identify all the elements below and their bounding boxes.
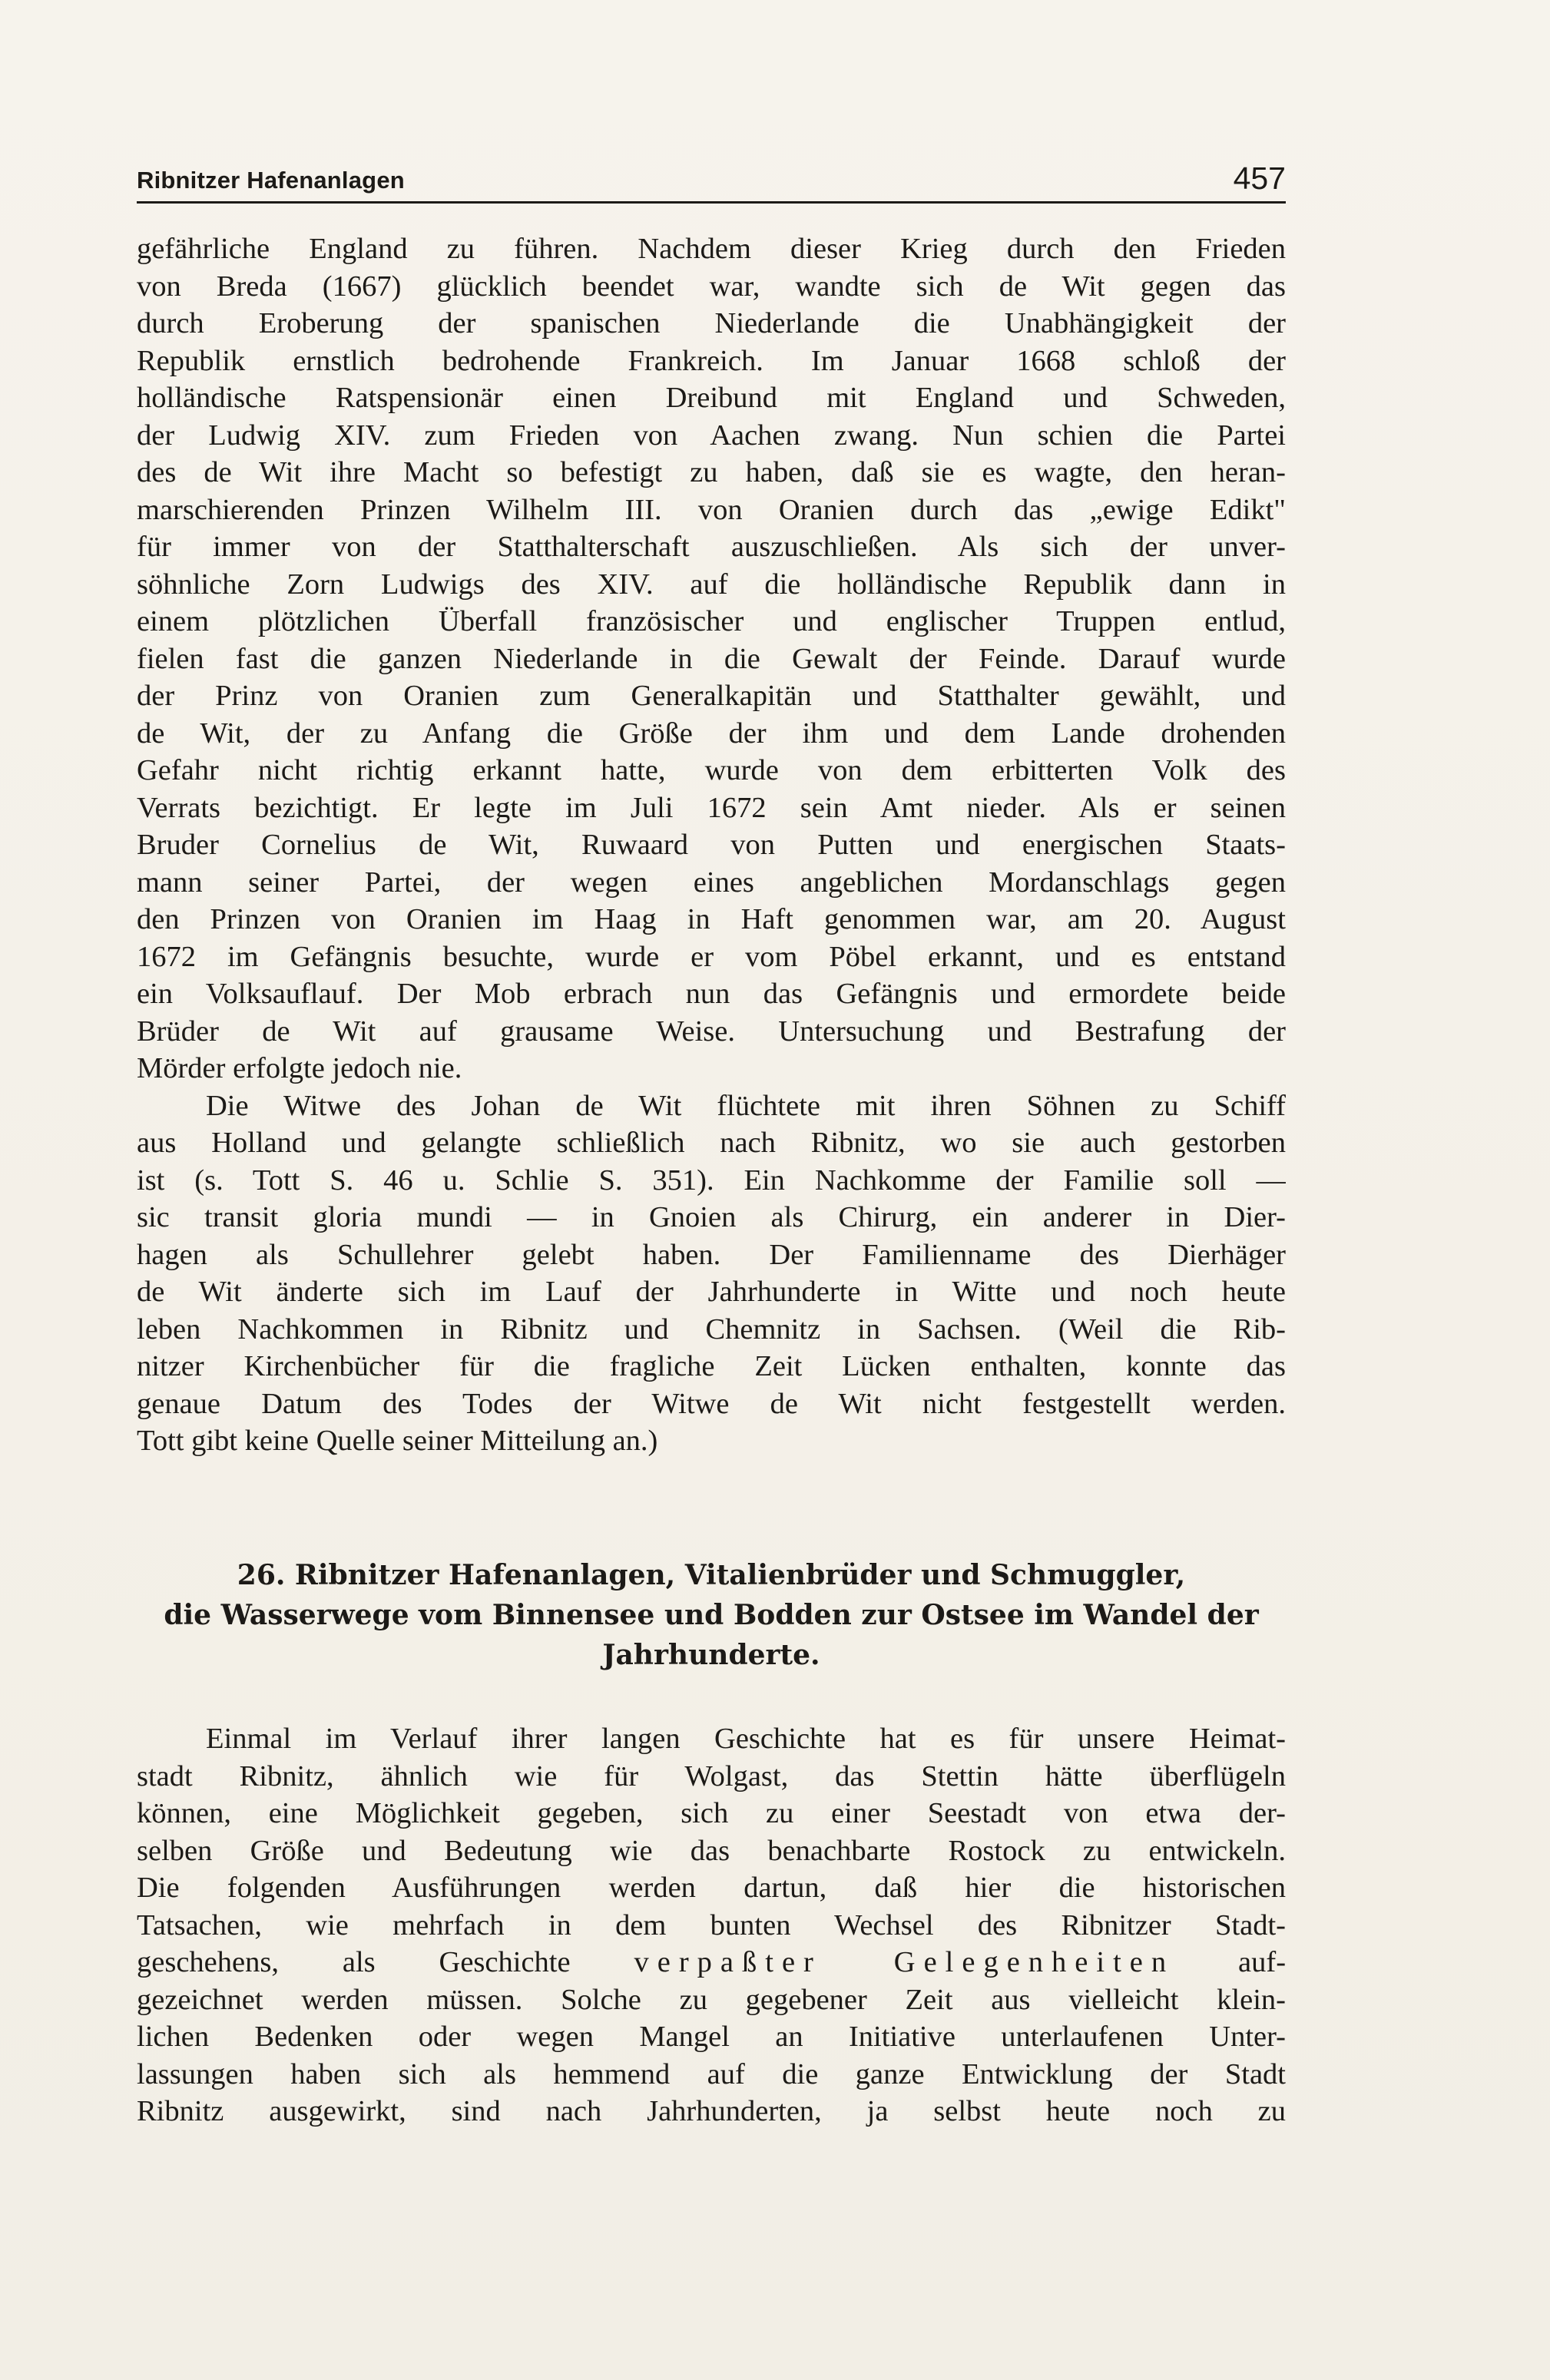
text-line: holländische Ratspensionär einen Dreibund mit England und Schweden, [137, 382, 1286, 414]
text-line: der Prinz von Oranien zum Generalkapitän und Statthalter gewählt, und [137, 680, 1286, 712]
text-line: Die Witwe des Johan de Wit flüchtete mit ihren Söhnen zu Schiff [206, 1089, 1286, 1122]
text-segment: auf- [1238, 1946, 1286, 1978]
text-line: für immer von der Statthalterschaft auszuschließen. Als sich der unver- [137, 531, 1286, 563]
text-line: sic transit gloria mundi — in Gnoien als Chirurg, ein anderer in Dier- [137, 1201, 1286, 1233]
text-line: den Prinzen von Oranien im Haag in Haft genommen war, am 20. August [137, 903, 1286, 935]
text-line-with-emphasis [137, 1944, 1286, 1981]
text-line: Verrats bezichtigt. Er legte im Juli 1672 sein Amt nieder. Als er seinen [137, 791, 1286, 824]
section-heading-line: die Wasserwege vom Binnensee und Bodden zur Ostsee im Wandel der [164, 1599, 1259, 1631]
text-line: Die folgenden Ausführungen werden dartun, daß hier die historischen [137, 1872, 1286, 1904]
page-number: 457 [1233, 161, 1286, 196]
text-line: gezeichnet werden müssen. Solche zu gegebener Zeit aus vielleicht klein- [137, 1983, 1286, 2016]
text-line: leben Nachkommen in Ribnitz und Chemnitz in Sachsen. (Weil die Rib- [137, 1312, 1286, 1346]
text-line: stadt Ribnitz, ähnlich wie für Wolgast, das Stettin hätte überflügeln [137, 1759, 1286, 1792]
text-line: gefährliche England zu führen. Nachdem dieser Krieg durch den Frieden [137, 233, 1286, 265]
text-line: de Wit, der zu Anfang die Größe der ihm und dem Lande drohenden [137, 717, 1286, 750]
body-text-bottom [137, 1720, 1286, 2130]
text-segment: geschehens, als Geschichte [137, 1946, 571, 1978]
text-line: hagen als Schullehrer gelebt haben. Der Familienname des Dierhäger [137, 1238, 1286, 1271]
text-line: des de Wit ihre Macht so befestigt zu haben, daß sie es wagte, den heran- [137, 456, 1286, 488]
text-line: Tott gibt keine Quelle seiner Mitteilung an.) [137, 1425, 658, 1457]
text-line: Brüder de Wit auf grausame Weise. Untersuchung und Bestrafung der [137, 1015, 1286, 1048]
text-line: Gefahr nicht richtig erkannt hatte, wurde von dem erbitterten Volk des [137, 754, 1286, 786]
text-line: Bruder Cornelius de Wit, Ruwaard von Putten und energischen Staats- [137, 829, 1286, 861]
text-line: lichen Bedenken oder wegen Mangel an Initiative unterlaufenen Unter- [137, 2021, 1286, 2053]
text-line: 1672 im Gefängnis besuchte, wurde er vom Pöbel erkannt, und es entstand [137, 940, 1286, 973]
page-header [137, 157, 1286, 204]
section-heading [137, 1555, 1286, 1675]
text-line: mann seiner Partei, der wegen eines angeblichen Mordanschlags gegen [137, 866, 1286, 899]
text-line: einem plötzlichen Überfall französischer und englischer Truppen entlud, [137, 605, 1286, 637]
text-line: können, eine Möglichkeit gegeben, sich zu einer Seestadt von etwa der- [137, 1797, 1286, 1829]
text-line: selben Größe und Bedeutung wie das benachbarte Rostock zu entwickeln. [137, 1834, 1286, 1867]
text-line: fielen fast die ganzen Niederlande in die Gewalt der Feinde. Darauf wurde [137, 642, 1286, 675]
text-line: de Wit änderte sich im Lauf der Jahrhunderte in Witte und noch heute [137, 1276, 1286, 1308]
text-line: ist (s. Tott S. 46 u. Schlie S. 351). Ein Nachkomme der Familie soll — [137, 1164, 1286, 1197]
body-text-top [137, 230, 1286, 1460]
section-heading-line: Jahrhunderte. [602, 1639, 820, 1671]
text-line: söhnliche Zorn Ludwigs des XIV. auf die holländische Republik dann in [137, 568, 1286, 601]
section-heading-line: 26. Ribnitzer Hafenanlagen, Vitalienbrüder und Schmuggler, [237, 1559, 1186, 1591]
text-line: Mörder erfolgte jedoch nie. [137, 1052, 462, 1084]
text-line: durch Eroberung der spanischen Niederlande die Unabhängigkeit der [137, 307, 1286, 339]
text-line: nitzer Kirchenbücher für die fragliche Zeit Lücken enthalten, konnte das [137, 1350, 1286, 1382]
text-line: Einmal im Verlauf ihrer langen Geschichte hat es für unsere Heimat- [206, 1723, 1286, 1755]
emphasized-phrase: verpaßter Gelegenheiten [634, 1946, 1175, 1978]
text-line: Republik ernstlich bedrohende Frankreich. Im Januar 1668 schloß der [137, 344, 1286, 377]
text-line: der Ludwig XIV. zum Frieden von Aachen zwang. Nun schien die Partei [137, 419, 1286, 452]
text-line: von Breda (1667) glücklich beendet war, wandte sich de Wit gegen das [137, 270, 1286, 303]
text-line: aus Holland und gelangte schließlich nach Ribnitz, wo sie auch gestorben [137, 1127, 1286, 1159]
text-line: ein Volksauflauf. Der Mob erbrach nun das Gefängnis und ermordete beide [137, 978, 1286, 1010]
text-line: marschierenden Prinzen Wilhelm III. von Oranien durch das „ewige Edikt" [137, 493, 1286, 526]
header-rule [137, 201, 1286, 204]
running-title: Ribnitzer Hafenanlagen [137, 167, 405, 194]
text-line: genaue Datum des Todes der Witwe de Wit nicht festgestellt werden. [137, 1387, 1286, 1420]
text-line: lassungen haben sich als hemmend auf die ganze Entwicklung der Stadt [137, 2057, 1286, 2090]
text-line: Tatsachen, wie mehrfach in dem bunten Wechsel des Ribnitzer Stadt- [137, 1908, 1286, 1941]
text-line: Ribnitz ausgewirkt, sind nach Jahrhunderten, ja selbst heute noch zu [137, 2095, 1286, 2127]
